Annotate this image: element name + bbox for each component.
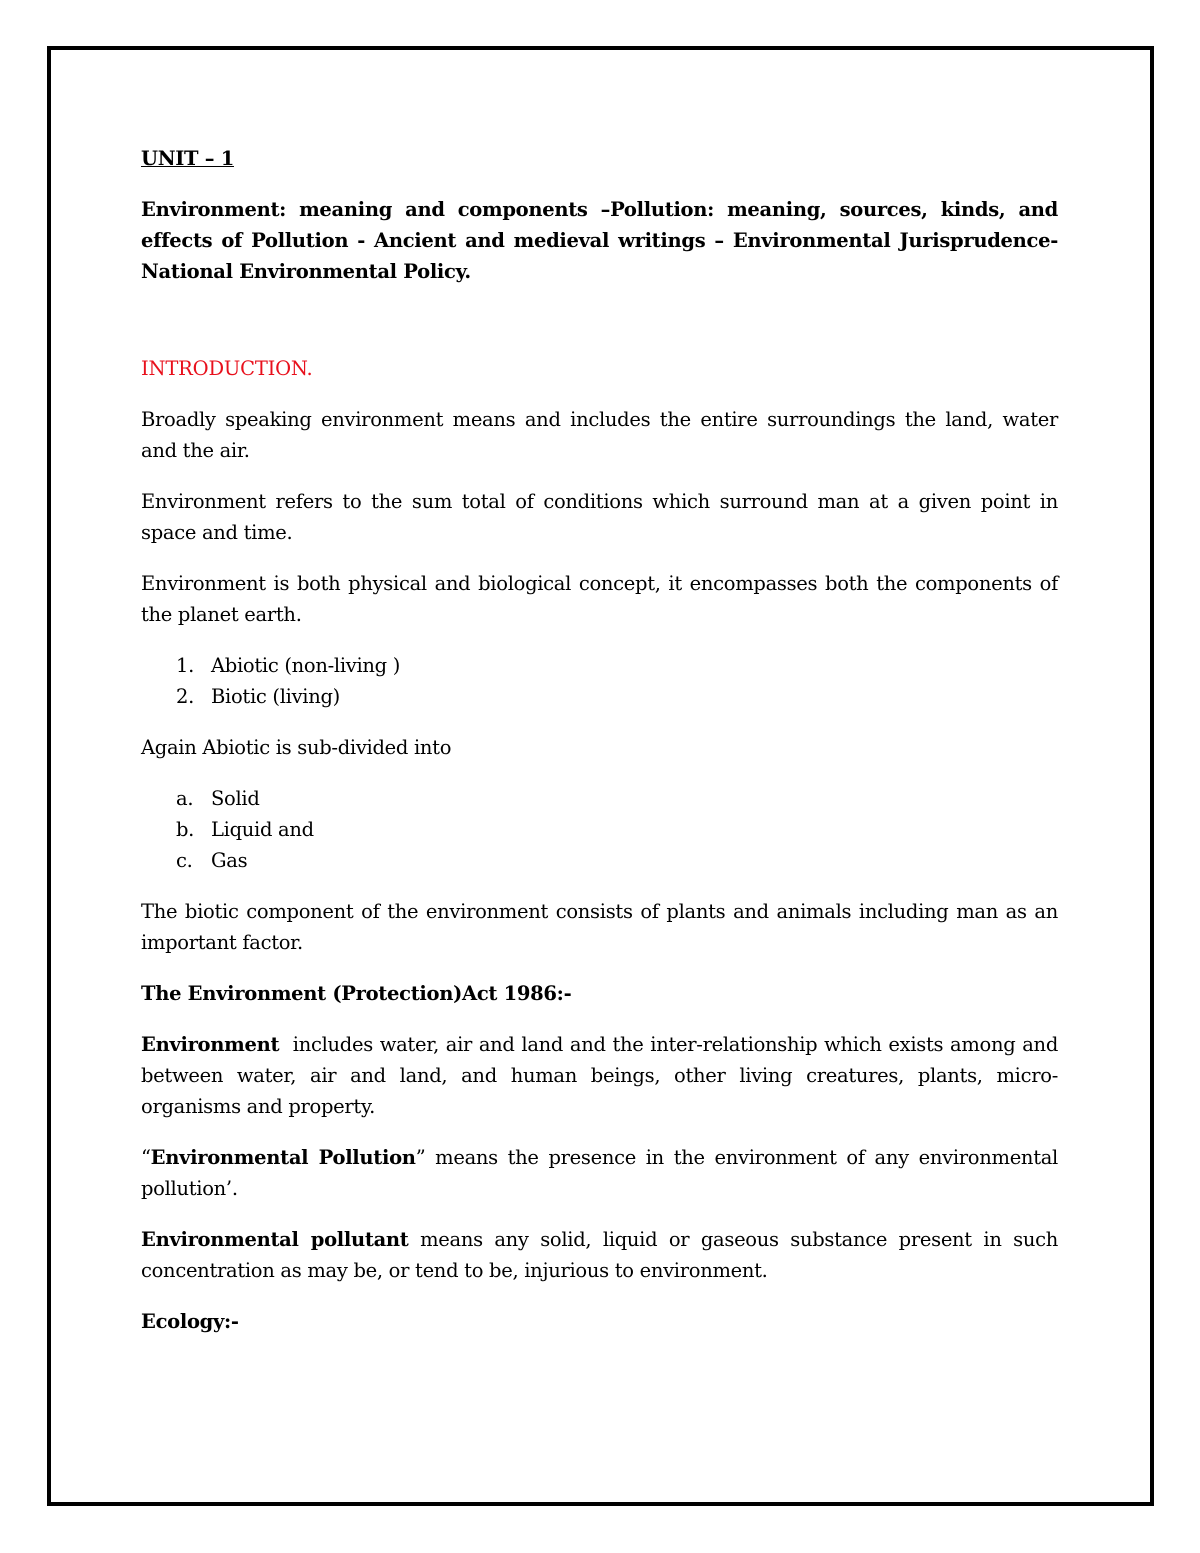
pollutant-definition (141, 1224, 1058, 1286)
list-marker: 2. (176, 685, 195, 708)
list-item (141, 681, 1058, 712)
abiotic-parts-list (141, 783, 1058, 876)
intro-paragraph-1: Broadly speaking environment means and includes the entire surroundings the land, water and the air. (141, 408, 1058, 462)
pollutant-definition-text: means any solid, liquid or gaseous substance present in such concentration as may be, or tend to be, injurious to environment. (141, 1228, 1058, 1282)
pollutant-term: Environmental pollutant (141, 1228, 409, 1251)
ecology-heading: Ecology:- (141, 1310, 239, 1333)
intro-paragraph-2: Environment refers to the sum total of conditions which surround man at a given point in space and time. (141, 490, 1058, 544)
list-item-label: Abiotic (non-living ) (211, 654, 401, 677)
open-quote: “ (141, 1146, 151, 1169)
list-item (141, 845, 1058, 876)
list-marker: b. (176, 818, 195, 841)
list-marker: a. (176, 787, 194, 810)
list-item-label: Solid (211, 787, 260, 810)
introduction-heading: INTRODUCTION. (141, 357, 313, 380)
environment-definition (141, 1029, 1064, 1122)
act-heading: The Environment (Protection)Act 1986:- (141, 982, 572, 1005)
list-item-label: Biotic (living) (211, 685, 340, 708)
spacer (141, 287, 1058, 353)
list-marker: c. (176, 849, 193, 872)
pollution-definition (141, 1142, 1058, 1204)
document-body (141, 143, 1064, 1357)
syllabus-summary: Environment: meaning and components –Pollution: meaning, sources, kinds, and effects of Pollution - Ancient and medieval writings – Environmental Jurisprudence-National Environmental Policy. (141, 198, 1058, 283)
pollution-definition-text: ” means the presence in the environment of any environmental pollution’. (141, 1146, 1058, 1200)
list-marker: 1. (176, 654, 195, 677)
list-item (141, 783, 1058, 814)
list-item (141, 650, 1058, 681)
list-item (141, 814, 1058, 845)
environment-definition-text: includes water, air and land and the inter-relationship which exists among and between water, air and land, and human beings, other living creatures, plants, micro-organisms and property. (141, 1033, 1064, 1118)
pollution-term: Environmental Pollution (150, 1146, 416, 1169)
abiotic-intro: Again Abiotic is sub-divided into (141, 736, 452, 759)
list-item-label: Liquid and (211, 818, 314, 841)
list-item-label: Gas (211, 849, 248, 872)
intro-paragraph-3: Environment is both physical and biological concept, it encompasses both the components of the planet earth. (141, 572, 1058, 626)
unit-title: UNIT – 1 (141, 147, 234, 170)
biotic-paragraph: The biotic component of the environment consists of plants and animals including man as an important factor. (141, 900, 1058, 954)
environment-term: Environment (141, 1033, 280, 1056)
components-list (141, 650, 1058, 712)
